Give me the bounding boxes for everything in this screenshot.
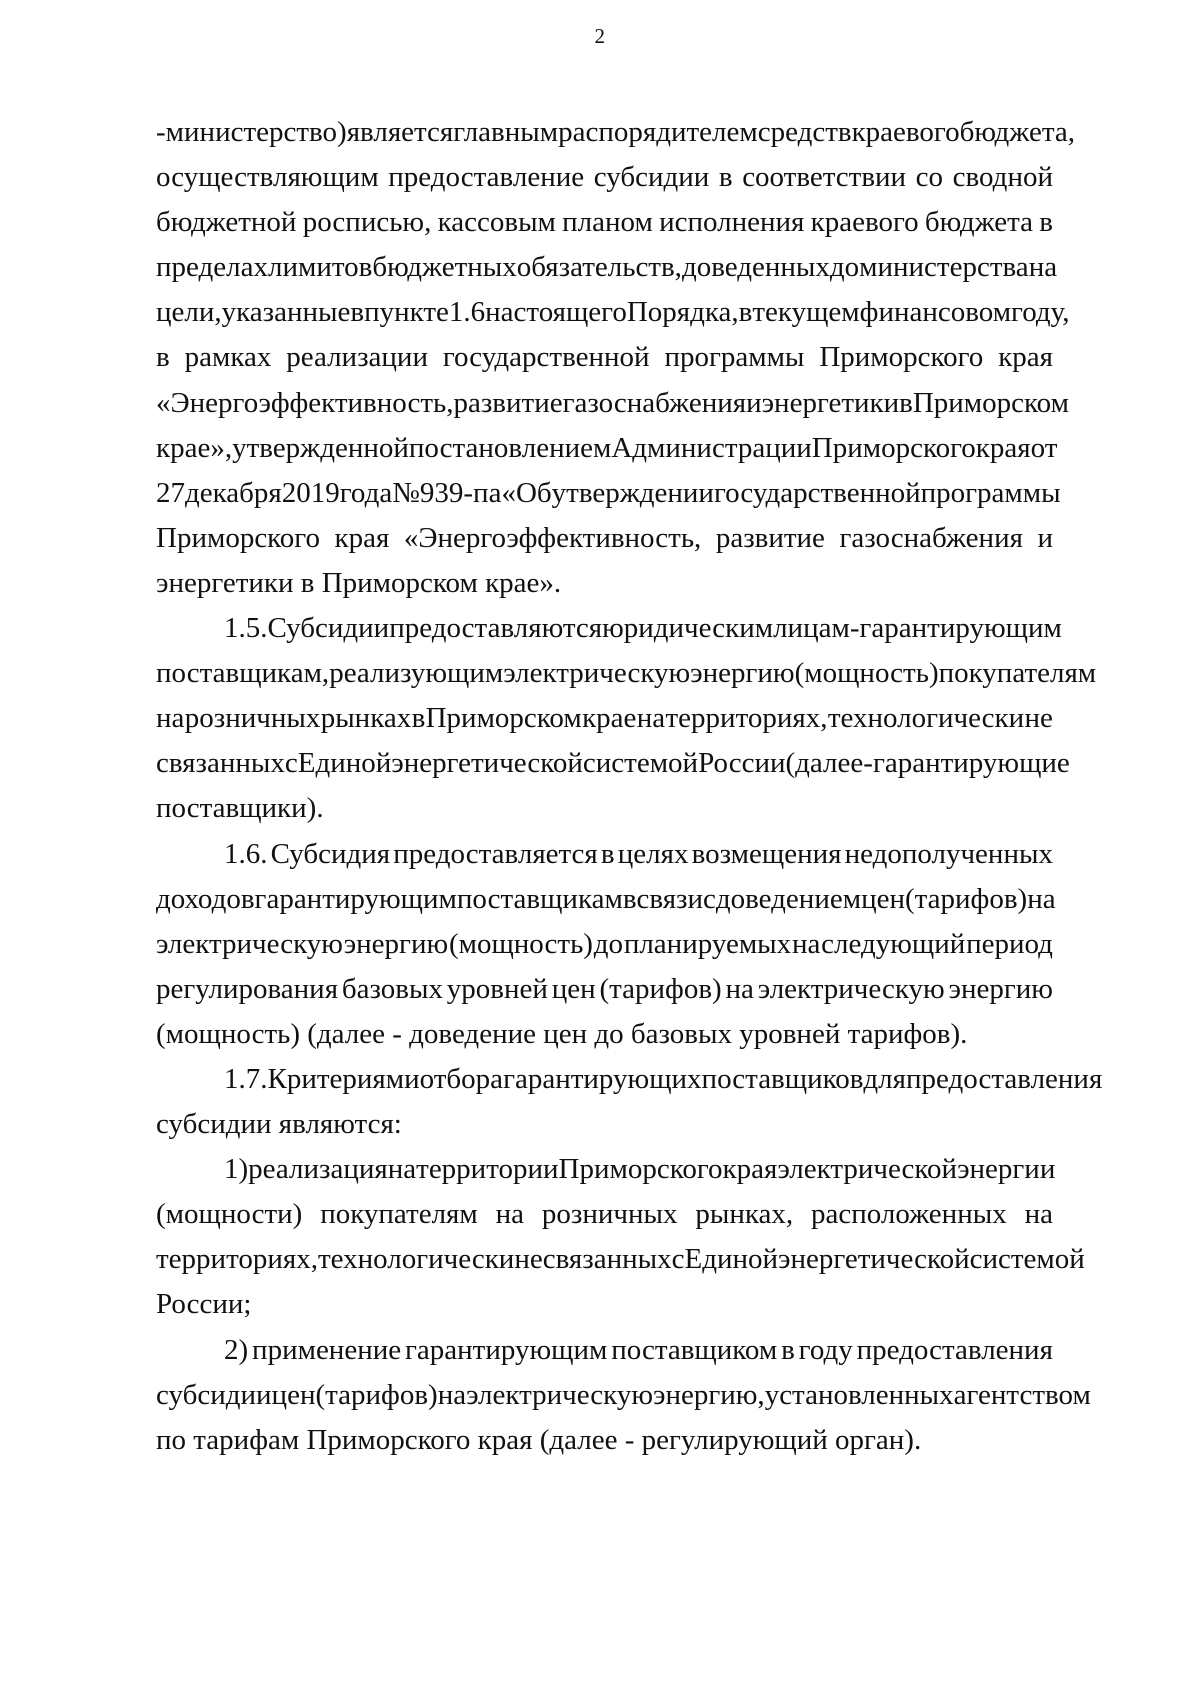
text-line: России; [156,1288,252,1321]
text-line: поставщикам, реализующим электрическую энергию (мощность) покупателям [156,657,1097,690]
text-line: доходов гарантирующим поставщикам в связи с доведением цен (тарифов) на [156,882,1056,915]
text-line: (мощность) (далее - доведение цен до базовых уровней тарифов). [156,1017,968,1050]
text-line: 27 декабря 2019 года № 939-па «Об утверждении государственной программы [156,476,1061,509]
text-line: «Энергоэффективность, развитие газоснабжения и энергетики в Приморском [156,386,1069,419]
text-line: поставщики). [156,792,324,825]
text-line: бюджетной росписью, кассовым планом исполнения краевого бюджета в [156,206,1053,239]
text-line: электрическую энергию (мощность) до планируемых на следующий период [156,927,1053,960]
text-line: связанных с Единой энергетической системой России (далее - гарантирующие [156,747,1070,780]
text-line: 2) применение гарантирующим поставщиком в году предоставления [224,1333,1053,1366]
text-line: осуществляющим предоставление субсидии в соответствии со сводной [156,161,1053,194]
page-number: 2 [594,24,606,48]
text-line: цели, указанные в пункте 1.6 настоящего Порядка, в текущем финансовом году, [156,296,1070,329]
text-line: пределах лимитов бюджетных обязательств, доведенных до министерства на [156,251,1058,284]
paragraph-p-item-2 [156,1328,1091,1463]
text-line: регулирования базовых уровней цен (тарифов) на электрическую энергию [156,972,1053,1005]
text-line: по тарифам Приморского края (далее - регулирующий орган). [156,1423,922,1456]
text-line: в рамках реализации государственной программы Приморского края [156,341,1053,374]
paragraph-p-1-5 [156,606,1097,831]
text-line: энергетики в Приморском крае». [156,566,562,599]
paragraph-p-1-7 [156,1057,1103,1147]
text-line: (мощности) покупателям на розничных рынках, расположенных на [156,1198,1053,1231]
text-line: 1.6. Субсидия предоставляется в целях возмещения недополученных [224,837,1053,870]
text-line: субсидии являются: [156,1108,402,1141]
text-line: - министерство) является главным распорядителем средств краевого бюджета, [156,116,1075,148]
text-line: на розничных рынках в Приморском крае на территориях, технологически не [156,702,1053,735]
document-body [156,110,1103,1463]
text-line: 1.5. Субсидии предоставляются юридическим лицам - гарантирующим [224,612,1062,645]
text-line: крае», утвержденной постановлением Администрации Приморского края от [156,431,1058,464]
text-line: 1.7. Критериями отбора гарантирующих поставщиков для предоставления [224,1062,1103,1095]
paragraph-p-intro [156,110,1075,606]
paragraph-p-1-6 [156,832,1056,1057]
text-line: территориях, технологически не связанных с Единой энергетической системой [156,1243,1085,1276]
text-line: субсидии цен (тарифов) на электрическую энергию, установленных агентством [156,1378,1091,1411]
text-line: 1) реализация на территории Приморского края электрической энергии [224,1153,1056,1186]
paragraph-p-item-1 [156,1147,1085,1327]
text-line: Приморского края «Энергоэффективность, развитие газоснабжения и [156,521,1053,554]
